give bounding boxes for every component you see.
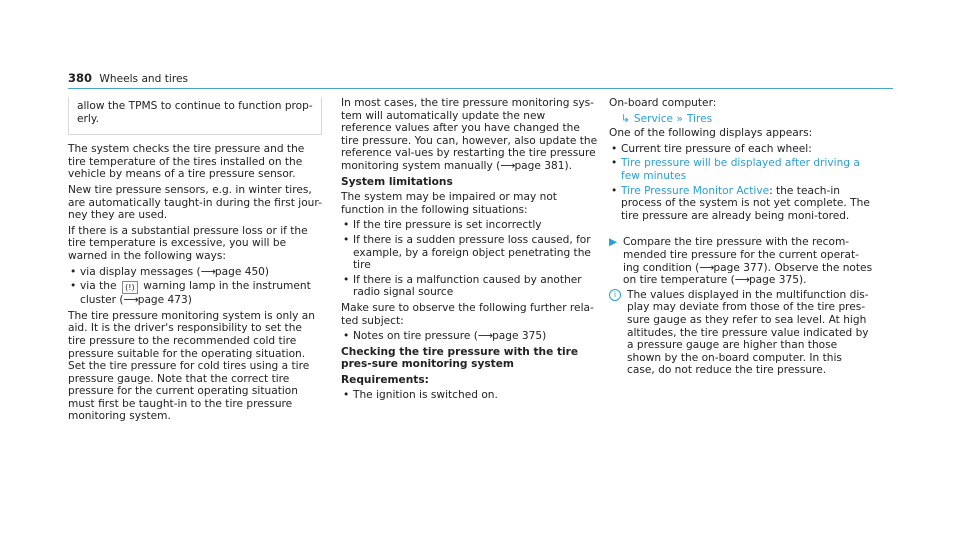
related-list (341, 330, 599, 343)
paragraph: New tire pressure sensors, e.g. in winter tires, are automatically taught-in during the first jour-ney they are used. (68, 183, 322, 222)
requirements-label: Requirements: (341, 373, 429, 386)
info-icon: i (609, 289, 621, 301)
paragraph: Make sure to observe the following further rela-ted subject: (341, 301, 594, 327)
requirements-list (341, 389, 599, 402)
page-ref[interactable]: page 375 (492, 330, 543, 343)
arrow-icon: ⟶ (123, 294, 138, 307)
list-item: • If there is a malfunction caused by another radio signal source (341, 274, 599, 299)
menu-path (609, 113, 873, 126)
play-icon: ▶ (609, 236, 618, 249)
paragraph: The system checks the tire pressure and the tire temperature of the tires installed on the vehicle by means of a tire pressure sensor. (68, 143, 305, 181)
page-header (68, 72, 893, 88)
menu-item-tires[interactable]: Tires (686, 112, 713, 125)
page-ref[interactable]: page 381 (514, 159, 565, 172)
info-note: i The values displayed in the multifunction dis-play may deviate from those of the tire pres-sure gauge as they refer to sea level. At high altitudes, the tire pressure value indicated by a pressure gauge are higher than those shown by the on-board computer. In this case, do not reduce the tire pressure. (609, 289, 873, 377)
list-item: • Notes on tire pressure (⟶page 375) (341, 330, 599, 343)
tire-pressure-warning-lamp-icon: (!) (122, 281, 138, 294)
continued-note-box (68, 97, 322, 135)
display-list (609, 143, 873, 223)
path-separator-icon: » (676, 112, 683, 125)
paragraph: If there is a substantial pressure loss or if the tire temperature is excessive, you will be warned in the following ways: (68, 224, 308, 262)
paragraph: One of the following displays appears: (609, 127, 813, 140)
section-title: Wheels and tires (99, 73, 188, 85)
page-ref[interactable]: page 377 (713, 261, 764, 274)
instruction-step: ▶ Compare the tire pressure with the recom-mended tire pressure for the current operat-ing condition (⟶page 377). Observe the notes on tire temperature (⟶page 375). (609, 236, 873, 287)
paragraph: On-board computer: (609, 97, 717, 109)
column-right (609, 97, 873, 377)
section-heading: System limitations (341, 175, 453, 188)
arrow-icon: ⟶ (200, 265, 215, 278)
note-text: allow the TPMS to continue to function prop-erly. (77, 100, 313, 125)
page-ref[interactable]: page 450 (214, 265, 265, 278)
warning-list (68, 266, 322, 307)
list-item: • Current tire pressure of each wheel: (609, 143, 873, 156)
limitations-list (341, 219, 599, 299)
list-item: • If there is a sudden pressure loss caused, for example, by a foreign object penetrating the tire (341, 234, 599, 272)
paragraph: In most cases, the tire pressure monitoring sys-tem will automatically update the new reference values after you have changed the tire pressure. You can, however, also update the reference val-ues by restarting the tire pressure monitoring system manually (⟶page 381). (341, 97, 598, 172)
list-item-display-message: • Tire pressure will be displayed after driving a few minutes (609, 157, 873, 182)
column-middle (341, 97, 599, 405)
arrow-icon: ⟶ (734, 274, 749, 287)
paragraph: The tire pressure monitoring system is only an aid. It is the driver's responsibility to set the tire pressure to the recommended cold tire pressure suitable for the operating situation. Set the tire pressure for cold tires using a tire pressure gauge. Note that the correct tire pressure for the current operating situation must first be taught-in to the tire pressure monitoring system. (68, 309, 315, 423)
arrow-icon: ⟶ (500, 159, 515, 172)
menu-item-service[interactable]: Service (633, 112, 674, 125)
list-item: • via display messages (⟶page 450) (68, 266, 322, 279)
list-item: • Tire Pressure Monitor Active: the teach-in process of the system is not yet complete. The tire pressure are already being moni-tored. (609, 185, 873, 223)
list-item: • The ignition is switched on. (341, 389, 599, 402)
section-heading: Checking the tire pressure with the tire pres-sure monitoring system (341, 345, 579, 371)
header-rule (68, 88, 893, 89)
page-ref[interactable]: page 375 (748, 274, 799, 287)
column-left (68, 97, 322, 426)
paragraph: The system may be impaired or may not function in the following situations: (341, 191, 557, 216)
page-ref[interactable]: page 473 (137, 294, 188, 307)
arrow-icon: ⟶ (699, 261, 714, 274)
menu-path-arrow-icon: ↳ (621, 112, 630, 125)
arrow-icon: ⟶ (477, 330, 493, 343)
list-item: • via the (!) warning lamp in the instrument cluster (⟶page 473) (68, 280, 322, 307)
display-message: Tire Pressure Monitor Active (621, 184, 770, 197)
page-number: 380 (68, 71, 93, 85)
list-item: • If the tire pressure is set incorrectly (341, 219, 599, 232)
